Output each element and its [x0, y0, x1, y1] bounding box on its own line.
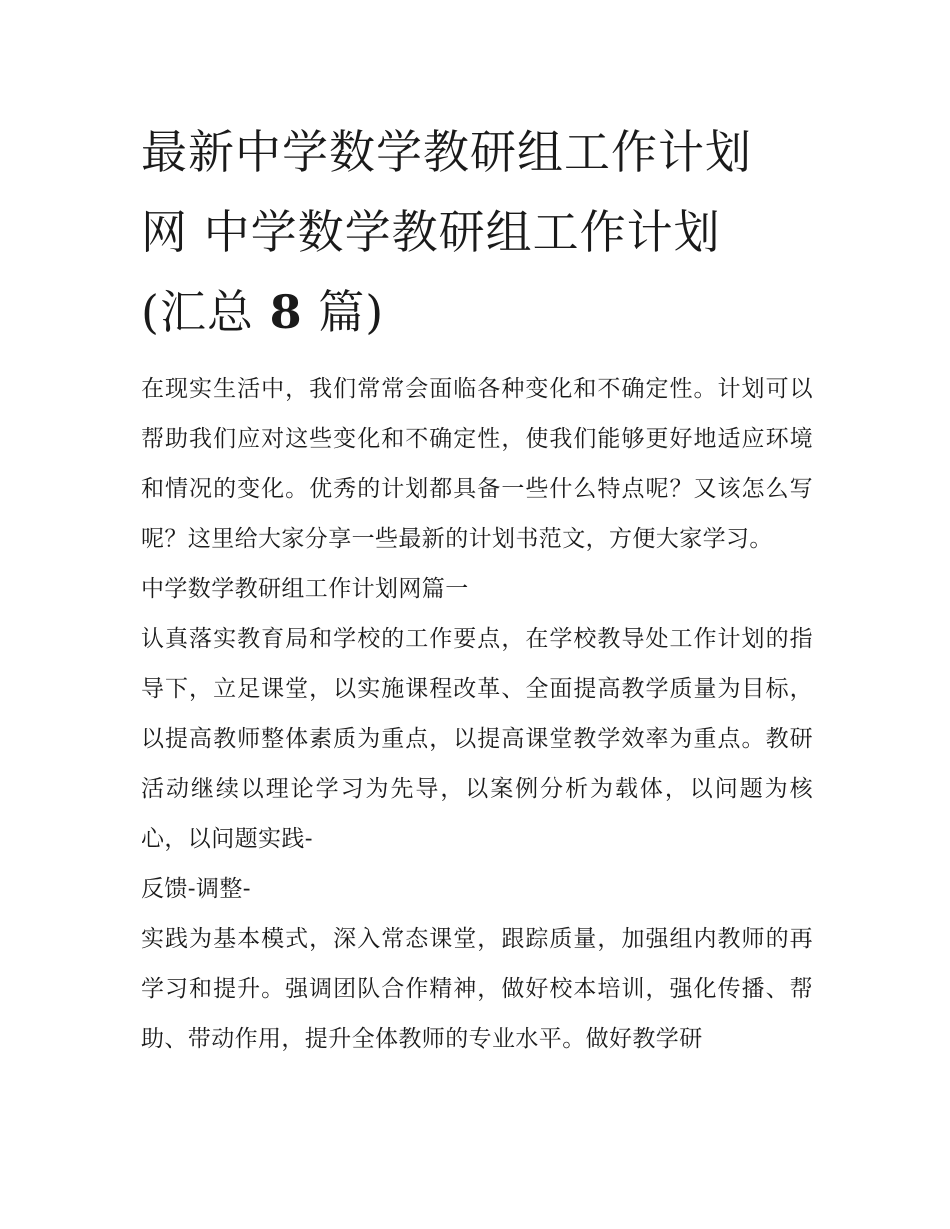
body-paragraph: 反馈-调整- [141, 876, 251, 902]
body-paragraph: 认真落实教育局和学校的工作要点，在学校教导处工作计划的指导下，立足课堂，以实施课程改革、全面提高教学质量为目标，以提高教师整体素质为重点，以提高课堂教学效率为重点。教研活动继续以理论学习为先导，以案例分析为载体，以问题为核心，以问题实践- [141, 626, 813, 852]
document-page [141, 112, 813, 1064]
title-count-suffix: 篇) [302, 285, 385, 339]
title-count-prefix: (汇总 [141, 285, 270, 339]
document-title [141, 112, 813, 352]
title-count-number: 8 [269, 285, 303, 339]
section-heading: 中学数学教研组工作计划网篇一 [141, 576, 469, 602]
title-line-1: 最新中学数学教研组工作计划 [141, 125, 752, 179]
intro-paragraph: 在现实生活中，我们常常会面临各种变化和不确定性。计划可以帮助我们应对这些变化和不确定性，使我们能够更好地适应环境和情况的变化。优秀的计划都具备一些什么特点呢？又该怎么写呢？这里给大家分享一些最新的计划书范文，方便大家学习。 [141, 376, 813, 552]
title-line-3 [141, 272, 813, 352]
title-line-2: 网 中学数学教研组工作计划 [141, 205, 721, 259]
body-paragraph: 实践为基本模式，深入常态课堂，跟踪质量，加强组内教师的再学习和提升。强调团队合作精神，做好校本培训，强化传播、帮助、带动作用，提升全体教师的专业水平。做好教学研 [141, 926, 813, 1052]
document-body [141, 364, 813, 1064]
